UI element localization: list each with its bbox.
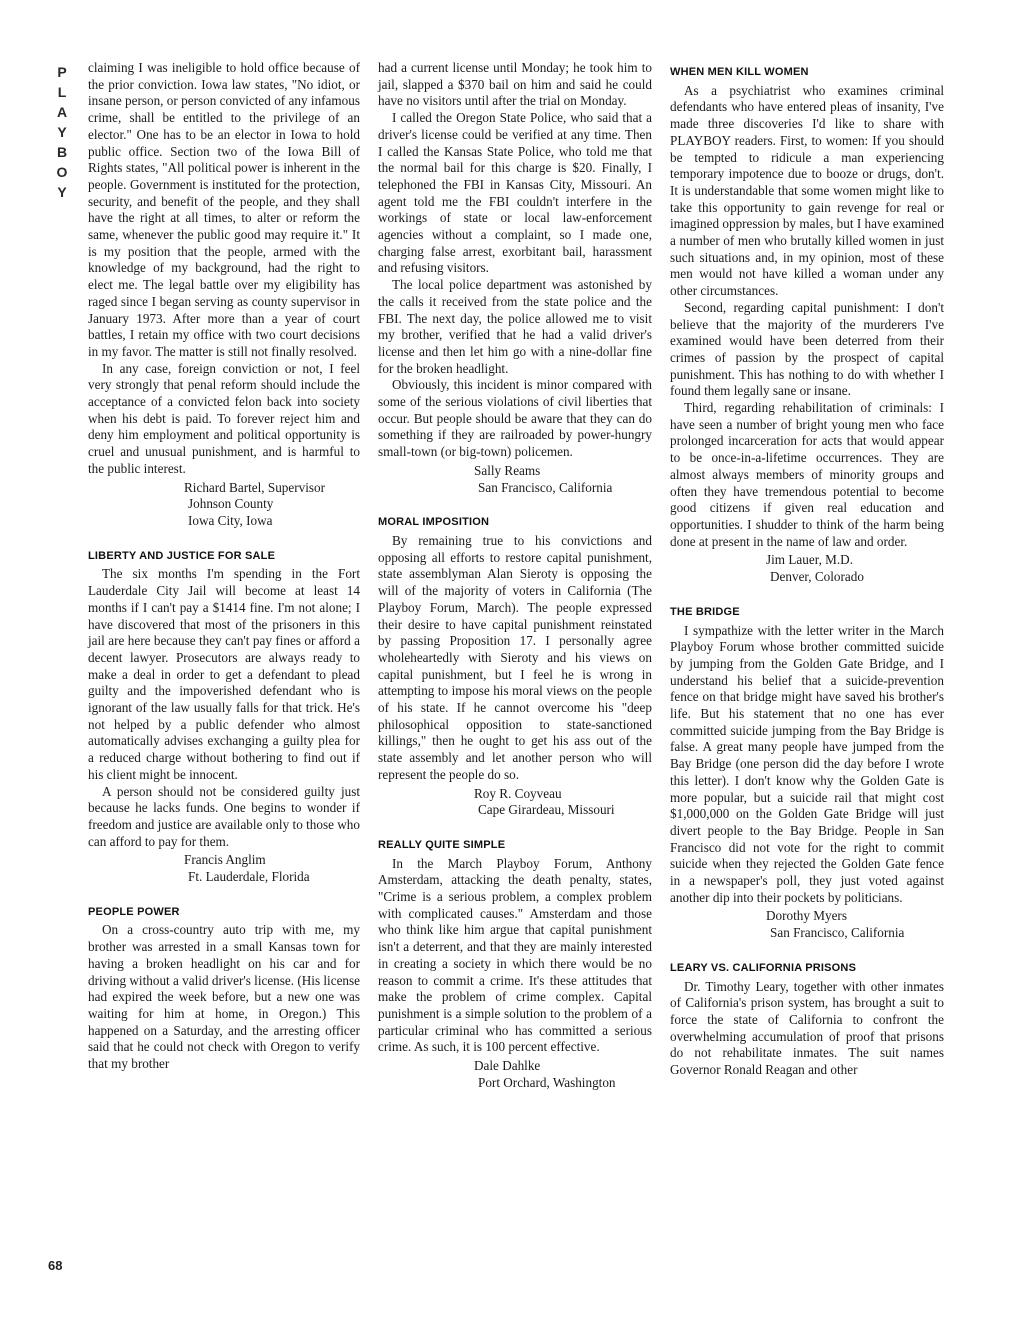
signature-line: Ft. Lauderdale, Florida <box>188 869 310 885</box>
letter-heading: MORAL IMPOSITION <box>378 516 490 529</box>
masthead-letter: B <box>56 144 68 160</box>
letter-heading: REALLY QUITE SIMPLE <box>378 838 506 851</box>
letter-paragraph: Dr. Timothy Leary, together with other inmates of California's prison system, has brought a suit to force the state of California to confront the overwhelming accumulation of proof that prisons do not rehabilitate inmates. The suit names Governor Ronald Reagan and other <box>670 978 944 1078</box>
magazine-masthead <box>52 62 72 202</box>
letter-signature <box>88 480 360 530</box>
letter-paragraph: The local police department was astonished by the calls it received from the state police and the FBI. The next day, the police allowed me to visit my brother, verified that he had a valid driver's license and then let him go with a nine-dollar fine for the broken headlight. <box>378 277 652 376</box>
letter-heading: PEOPLE POWER <box>88 905 180 918</box>
letter-heading: THE BRIDGE <box>670 605 740 618</box>
letter-paragraph: I called the Oregon State Police, who said that a driver's license could be verified at any time. Then I called the Kansas State Police, who told me that the normal bail for this charge is $20. Finally, I telephoned the FBI in Kansas City, Missouri. An agent told me the FBI couldn't interfere in the workings of state or local law-enforcement agencies without a complaint, so I made one, charging false arrest, exorbitant bail, harassment and refusing visitors. <box>378 110 652 276</box>
letter-paragraph: Second, regarding capital punishment: I don't believe that the majority of the murderers I've examined would have been deterred from their crimes of passion by the prospect of capital punishment. This has nothing to do with whether I found them legally sane or insane. <box>670 299 944 399</box>
letter-signature <box>670 552 944 585</box>
signature-line: San Francisco, California <box>770 925 905 941</box>
masthead-letter: Y <box>57 124 67 140</box>
column-2 <box>378 60 652 1091</box>
letter-heading: LIBERTY AND JUSTICE FOR SALE <box>88 549 276 562</box>
letter-paragraph: In the March Playboy Forum, Anthony Amsterdam, attacking the death penalty, states, "Crime is a serious problem, a complex problem with complicated causes." Amsterdam and those who think like him argue that capital punishment isn't a deterrent, and that they are mainly interested in creating a society in which there would be no reason to commit a crime. It's these attitudes that make the problem of crime complex. Capital punishment is a simple solution to the problem of a particular criminal who has committed a serious crime. As such, it is 100 percent effective. <box>378 855 652 1055</box>
masthead-letter: Y <box>57 184 67 200</box>
signature-line: Dorothy Myers <box>766 908 847 924</box>
letter-signature <box>88 852 360 885</box>
signature-line: Dale Dahlke <box>474 1058 541 1074</box>
letter-paragraph: On a cross-country auto trip with me, my brother was arrested in a small Kansas town for having a broken headlight on his car and for driving without a valid driver's license. (His license had expired the week before, but a new one was waiting for him at home, in Oregon.) This happened on a Saturday, and the arresting officer said that he could not check with Oregon to verify that my brother <box>88 922 360 1072</box>
letter-signature <box>378 1058 652 1091</box>
masthead-letter: L <box>57 84 67 100</box>
column-3 <box>670 60 944 1079</box>
letter-heading: WHEN MEN KILL WOMEN <box>670 66 809 78</box>
letter-paragraph: had a current license until Monday; he took him to jail, slapped a $370 bail on him and said he could have no visitors until after the trial on Monday. <box>378 60 652 109</box>
letter-paragraph: As a psychiatrist who examines criminal defendants who have entered pleas of insanity, I've made three discoveries I'd like to share with PLAYBOY readers. First, to women: If you should be tempted to ridicule a man experiencing temporary impotence due to booze or drugs, don't. It is understandable that some women might like to take this opportunity to gain revenge for real or imagined oppression by males, but I have examined a number of men who brutally killed women in just such situations and, in my opinion, most of these men would not have killed a woman under any other circumstances. <box>670 82 944 299</box>
letter-paragraph: Obviously, this incident is minor compared with some of the serious violations of civil liberties that occur. But people should be aware that they can do something if they are railroaded by power-hungry small-town (or big-town) policemen. <box>378 377 652 460</box>
signature-line: Denver, Colorado <box>770 569 864 585</box>
signature-line: San Francisco, California <box>478 479 613 495</box>
letter-paragraph: In any case, foreign conviction or not, I feel very strongly that penal reform should include the acceptance of a convicted felon back into society when his debt is paid. To forever reject him and deny him employment and political opportunity is cruel and unusual punishment, and is harmful to the public interest. <box>88 360 360 476</box>
letter-signature <box>378 786 652 819</box>
masthead-letter: O <box>56 164 68 180</box>
masthead-letter: P <box>57 64 67 80</box>
letter-paragraph: I sympathize with the letter writer in the March Playboy Forum whose brother committed suicide by jumping from the Golden Gate Bridge, and I understand his belief that a suicide-prevention fence on that bridge might have saved his brother's life. But his statement that no one has ever committed suicide jumping from the Bay Bridge is false. A great many people have jumped from the Bay Bridge (one person did the day before I wrote this letter). I don't know why the Golden Gate is more popular, but a suicide rail that might cost $1,000,000 on the Golden Gate Bridge will just divert people to the Bay Bridge. People in San Francisco did not vote for the right to commit suicide when they rejected the Golden Gate fence in a newspaper's poll, they just voted against another dip into their pockets by politicians. <box>670 622 944 905</box>
signature-line: Jim Lauer, M.D. <box>766 552 854 568</box>
signature-line: Francis Anglim <box>184 852 266 868</box>
letter-paragraph: claiming I was ineligible to hold office because of the prior conviction. Iowa law states, "No idiot, or insane person, or person convicted of any infamous crime, shall be entitled to the privilege of an elector." One has to be an elector in Iowa to hold public office. Section two of the Iowa Bill of Rights states, "All political power is inherent in the people. Government is instituted for the protection, security, and benefit of the people, and they shall have the right at all times, to alter or reform the same, whenever the public good may require it." It is my position that the people, armed with the knowledge of my background, had the right to elect me. The legal battle over my eligibility has raged since I began serving as county supervisor in January 1973. After more than a year of court battles, I retain my office with two court decisions in my favor. The matter is still not finally resolved. <box>88 60 360 359</box>
letter-paragraph: By remaining true to his convictions and opposing all efforts to restore capital punishment, state assemblyman Alan Sieroty is opposing the will of the majority of voters in California (The Playboy Forum, March). The people expressed their desire to have capital punishment reinstated by passing Proposition 17. I personally agree wholeheartedly with Sieroty and his views on capital punishment, but I feel he is wrong in attempting to impose his moral views on the people of his state. If he cannot overcome his "deep philosophical opposition to state-sanctioned killings," then he ought to get his ass out of the state assembly and let another person who will represent the people do so. <box>378 532 652 782</box>
letter-paragraph: Third, regarding rehabilitation of criminals: I have seen a number of bright young men who face prolonged incarceration for acts that would appear to be once-in-a-lifetime occurrences. They are almost always members of minority groups and often they have tremendous potential to become good citizens if given real education and opportunities. I shudder to think of the harm being done at present in the name of law and order. <box>670 400 944 549</box>
letter-signature <box>378 463 652 496</box>
signature-line: Johnson County <box>188 496 274 512</box>
column-1 <box>88 60 360 1073</box>
signature-line: Roy R. Coyveau <box>474 785 562 801</box>
letter-signature <box>670 908 944 941</box>
signature-line: Sally Reams <box>474 462 541 478</box>
letter-paragraph: The six months I'm spending in the Fort Lauderdale City Jail will become at least 14 months if I can't pay a $1414 fine. I'm not alone; I have discovered that most of the prisoners in this jail are here because they can't pay fines or afford a decent lawyer. Prosecutors are always ready to make a deal in order to get a defendant to plead guilty and the impoverished defendant who is ignorant of the law usually falls for that trick. He's not helped by a public defender who almost automatically advises exchanging a guilty plea for a reduced charge without bothering to find out if his client might be innocent. <box>88 566 360 782</box>
masthead-letter: A <box>56 104 68 120</box>
letter-heading: LEARY VS. CALIFORNIA PRISONS <box>670 961 857 974</box>
signature-line: Cape Girardeau, Missouri <box>478 802 615 818</box>
signature-line: Richard Bartel, Supervisor <box>184 479 325 495</box>
page-number: 68 <box>48 1258 63 1273</box>
signature-line: Iowa City, Iowa <box>188 512 273 528</box>
letter-paragraph: A person should not be considered guilty just because he lacks funds. One begins to wonder if freedom and justice are available only to those who can afford to pay for them. <box>88 783 360 849</box>
signature-line: Port Orchard, Washington <box>478 1074 616 1090</box>
